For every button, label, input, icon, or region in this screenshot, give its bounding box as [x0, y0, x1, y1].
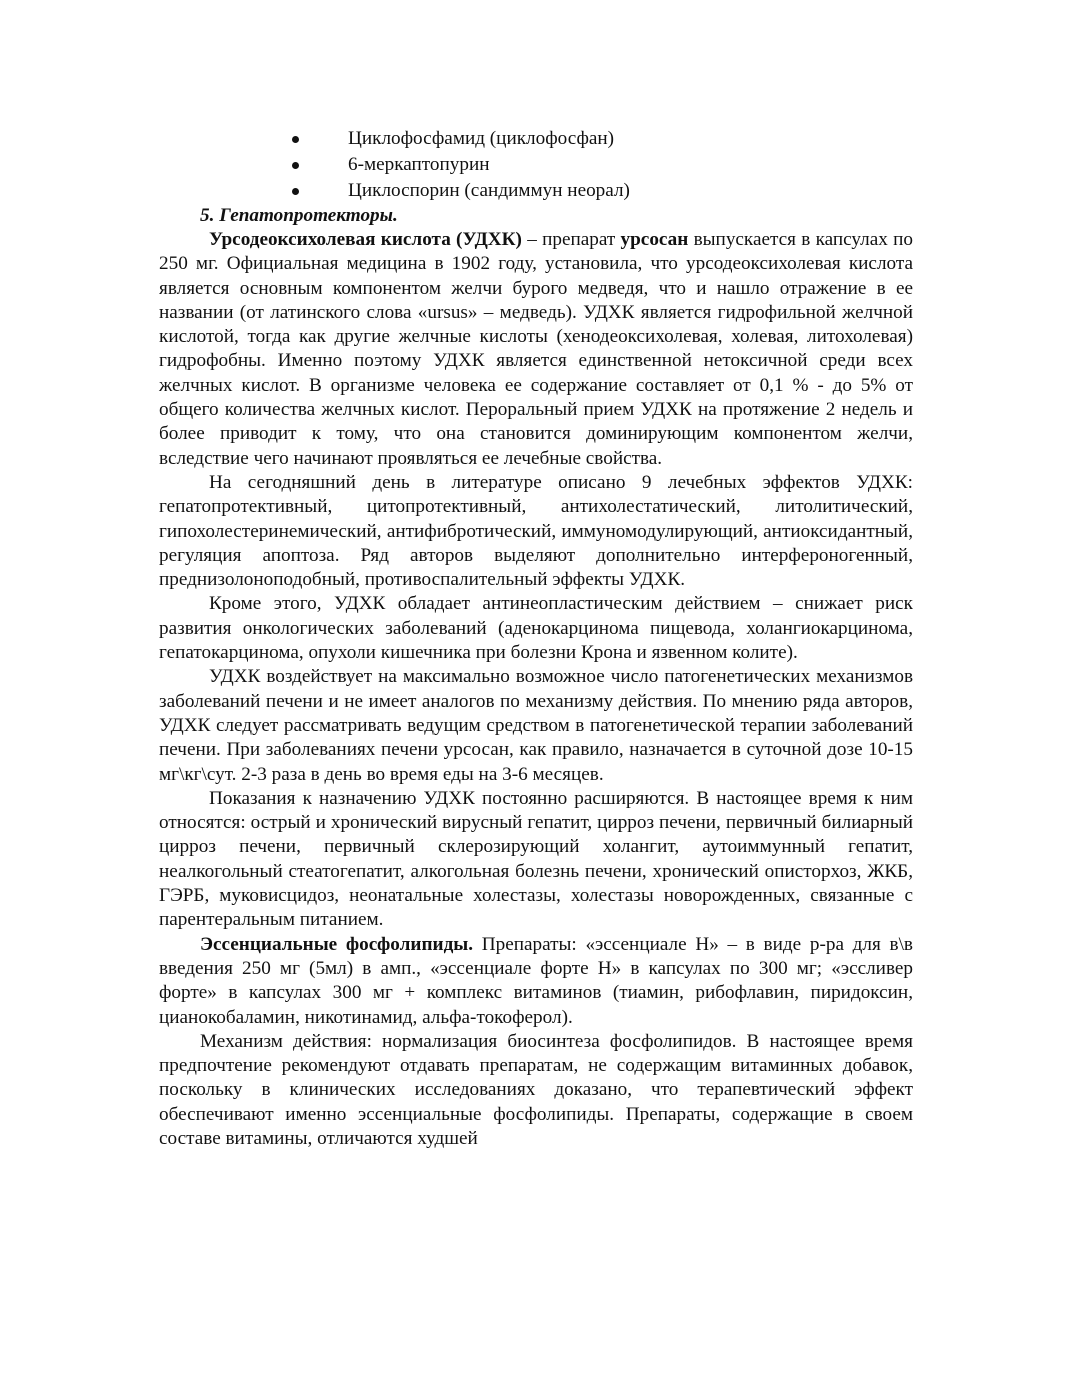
section-heading: 5. Гепатопротекторы. — [200, 205, 398, 226]
list-item: Циклофосфамид (циклофосфан) — [159, 126, 913, 152]
list-item: Циклоспорин (сандиммун неорал) — [159, 178, 913, 204]
paragraph-antineoplastic: Кроме этого, УДХК обладает антинеопластическим действием – снижает риск развития онкологических заболеваний (аденокарцинома пищевода, холангиокарцинома, гепатокарцинома, опухоли кишечника при болезни Крона и язвенном колите). — [159, 593, 913, 664]
paragraph-mechanism-of-action: Механизм действия: нормализация биосинтеза фосфолипидов. В настоящее время предпочтение рекомендуют отдавать препаратам, не содержащим витаминных добавок, поскольку в клинических исследованиях доказано, что терапевтический эффект обеспечивают именно эссенциальные фосфолипиды. Препараты, содержащие в своем составе витамины, отличаются худшей — [159, 1030, 913, 1149]
paragraph-indications: Показания к назначению УДХК постоянно расширяются. В настоящее время к ним относятся: острый и хронический вирусный гепатит, цирроз печени, первичный билиарный цирроз печени, первичный склерозирующий холангит, аутоиммунный гепатит, неалкогольный стеатогепатит, алкогольная болезнь печени, хронический описторхоз, ЖКБ, ГЭРБ, муковисцидоз, неонатальные холестазы, холестазы новорожденных, связанные с парентеральным питанием. — [159, 787, 913, 931]
list-item: 6-меркаптопурин — [159, 152, 913, 178]
bullet-icon — [292, 136, 299, 143]
paragraph-mechanisms: УДХК воздействует на максимально возможное число патогенетических механизмов заболеваний печени и не имеет аналогов по механизму действия. По мнению ряда авторов, УДХК следует рассматривать ведущим средством в патогенетической терапии заболеваний печени. При заболеваниях печени урсосан, как правило, назначается в суточной дозе 10-15 мг\кг\сут. 2-3 раза в день во время еды на 3-6 месяцев. — [159, 666, 913, 785]
drug-name: урсосан — [620, 229, 689, 250]
paragraph-effects: На сегодняшний день в литературе описано 9 лечебных эффектов УДХК: гепатопротективный, цитопротективный, антихолестатический, литолитический, гипохолестеринемический, антифибротический, иммуномодулирующий, антиоксидантный, регуляция апоптоза. Ряд авторов выделяют дополнительно интерфероногенный, преднизолоноподобный, противоспалительный эффекты УДХК. — [159, 471, 913, 591]
bullet-icon — [292, 188, 299, 195]
drug-list — [159, 126, 913, 204]
paragraph-udca: Урсодеоксихолевая кислота (УДХК) – препарат урсосан выпускается в капсулах по 250 мг. Официальная медицина в 1902 году, установила, что урсодеоксихолевая кислота является основным компонентом желчи бурого медведя, что и нашло отражение в ее названии (от латинского слова «ursus» – медведь). УДХК является гидрофильной желчной кислотой, тогда как другие желчные кислоты (хенодеоксихолевая, холевая, литохолевая) гидрофобны. Именно поэтому УДХК является единственной нетоксичной среди всех желчных кислот. В организме человека ее содержание составляет от 0,1 % - до 5% от общего количества желчных кислот. Пероральный прием УДХК на протяжение 2 недель и более приводит к тому, что она становится доминирующим компонентом желчи, вследствие чего начинают проявляться ее лечебные свойства. — [159, 229, 913, 469]
paragraph-phospholipids: Эссенциальные фосфолипиды. Препараты: «эссенциале Н» – в виде р-ра для в\в введения 250 мг (5мл) в амп., «эссенциале форте Н» в капсулах по 300 мг; «эссливер форте» в капсулах 300 мг + комплекс витаминов (тиамин, рибофлавин, пиридоксин, цианокобаламин, никотинамид, альфа-токоферол). — [159, 933, 913, 1028]
document-page — [159, 126, 913, 1151]
term-phospholipids: Эссенциальные фосфолипиды. — [200, 933, 474, 955]
term-udca: Урсодеоксихолевая кислота (УДХК) — [209, 229, 522, 250]
bullet-icon — [292, 162, 299, 169]
